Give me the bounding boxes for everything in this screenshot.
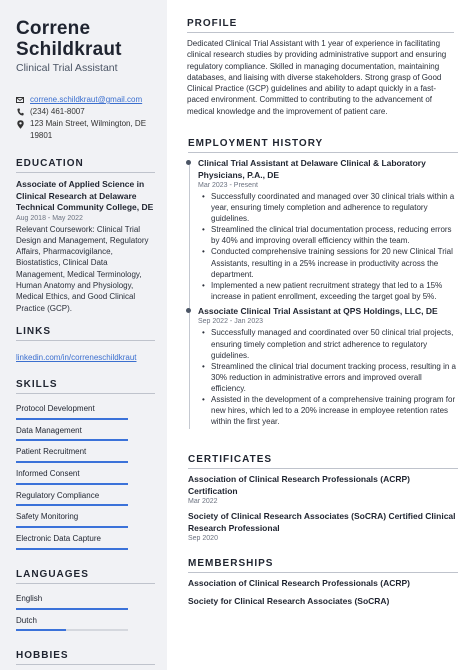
profile-text: Dedicated Clinical Trial Assistant with 1 year of experience in facilitating clinical research studies by providing administrative support and ensuring regulatory compliance. Skilled in managing documentation, maintaining databases, and liaising with diverse stakeholders. Strong grasp of Good Clinical Practice (GCP) guidelines and ability to adapt quickly in a fast-paced environment. Committed to contributing to the advancement of medical knowledge and the improvement of patient care.	[187, 39, 447, 116]
job-bullet: • Implemented a new patient recruitment strategy that led to a 15% increase in patient enrollment, exceeding the target goal by 5%.	[211, 280, 458, 302]
education-section	[16, 158, 155, 314]
job-dates: Mar 2023 - Present	[198, 182, 258, 189]
certificate-name: Society of Clinical Research Associates (SoCRA) Certified Clinical Research Professional	[188, 511, 456, 533]
language-label: English	[16, 594, 43, 603]
email-icon	[16, 95, 24, 105]
location-pin-icon	[16, 119, 24, 129]
job-entry	[198, 306, 458, 427]
language-item	[16, 590, 155, 612]
name-last: Schildkraut	[16, 39, 122, 60]
name-first: Correne	[16, 18, 91, 39]
skill-level-bar	[16, 461, 128, 463]
education-coursework: Relevant Coursework: Clinical Trial Design and Management, Regulatory Affairs, Pharmacovigilance, Biostatistics, Clinical Data Management, Medical Terminology, Human Anatomy and Physiology, Medical Ethics, and Good Clinical Practice (GCP).	[16, 224, 149, 313]
job-bullets	[198, 327, 458, 427]
certificate-name: Association of Clinical Research Professionals (ACRP) Certification	[188, 474, 411, 496]
job-bullet: • Successfully coordinated and managed over 30 clinical trials within a year, ensuring timely completion and adherence to regulatory guidelines.	[211, 191, 458, 224]
language-label: Dutch	[16, 615, 37, 625]
job-bullet: • Streamlined the clinical trial documentation process, reducing errors by 40% and improving overall efficiency within the team.	[211, 224, 458, 246]
phone-text: (234) 461-8007	[30, 107, 85, 116]
hobbies-heading: HOBBIES	[16, 650, 155, 665]
education-dates: Aug 2018 - May 2022	[16, 214, 83, 222]
languages-heading: LANGUAGES	[16, 569, 155, 584]
skill-level-fill	[16, 504, 128, 506]
language-level-bar	[16, 629, 128, 631]
candidate-name	[16, 18, 155, 60]
employment-timeline	[188, 158, 458, 427]
skills-section	[16, 379, 155, 552]
skill-item	[16, 508, 155, 530]
job-bullet: • Streamlined the clinical trial document tracking process, resulting in a 30% reduction in administrative errors and improved overall efficiency.	[211, 361, 458, 394]
skill-level-bar	[16, 483, 128, 485]
skill-level-fill	[16, 418, 128, 420]
languages-section	[16, 569, 155, 633]
memberships-section	[188, 558, 458, 613]
skill-level-fill	[16, 461, 128, 463]
address-text: 123 Main Street, Wilmington, DE 19801	[30, 119, 147, 140]
languages-list	[16, 590, 155, 633]
membership-item: Society for Clinical Research Associates (SoCRA)	[188, 595, 390, 606]
skill-label: Regulatory Compliance	[16, 490, 100, 500]
hobbies-section	[16, 650, 155, 670]
skill-label: Data Management	[16, 425, 82, 435]
language-item	[16, 612, 155, 634]
skill-level-fill	[16, 526, 128, 528]
certificate-date: Mar 2022	[188, 498, 218, 505]
contact-block	[16, 94, 155, 142]
job-title: Clinical Trial Assistant at Delaware Clinical & Laboratory Physicians, P.A., DE	[198, 158, 426, 180]
job-bullet: • Assisted in the development of a comprehensive training program for new hires, which led to a 20% increase in employee retention rates within the first year.	[211, 394, 458, 427]
language-level-bar	[16, 608, 128, 610]
language-level-fill	[16, 608, 128, 610]
education-heading: EDUCATION	[16, 158, 155, 173]
skill-level-bar	[16, 548, 128, 550]
job-bullet: • Successfully managed and coordinated over 50 clinical trial projects, ensuring timely completion and strict adherence to regulatory guidelines.	[211, 327, 458, 360]
employment-heading: EMPLOYMENT HISTORY	[188, 138, 458, 153]
certificates-section	[188, 454, 458, 548]
phone-icon	[16, 107, 24, 117]
linkedin-link[interactable]: linkedin.com/in/correneschildkraut	[16, 353, 137, 362]
links-heading: LINKS	[16, 326, 155, 341]
contact-email-row	[16, 94, 155, 106]
skill-item	[16, 422, 155, 444]
skill-label: Informed Consent	[16, 469, 80, 479]
skill-label: Electronic Data Capture	[16, 534, 101, 544]
job-bullet: • Conducted comprehensive training sessions for 20 new Clinical Trial Assistants, resulting in a 25% increase in productivity across the department.	[211, 246, 458, 279]
skills-list	[16, 400, 155, 552]
skill-label: Protocol Development	[16, 404, 95, 413]
skill-item	[16, 487, 155, 509]
email-link[interactable]: correne.schildkraut@gmail.com	[30, 95, 143, 104]
skill-level-bar	[16, 439, 128, 441]
skill-level-fill	[16, 548, 128, 550]
membership-item: Association of Clinical Research Professionals (ACRP)	[188, 578, 411, 588]
skill-level-bar	[16, 504, 128, 506]
job-dates: Sep 2022 - Jan 2023	[198, 318, 263, 326]
skill-item	[16, 465, 155, 487]
skill-level-fill	[16, 439, 128, 441]
contact-address-row	[16, 118, 155, 142]
employment-section	[188, 138, 458, 431]
timeline-dot	[186, 160, 191, 165]
skill-item	[16, 530, 155, 552]
contact-phone-row	[16, 106, 155, 118]
job-entry	[198, 158, 458, 302]
skill-item	[16, 400, 155, 422]
certificates-heading: CERTIFICATES	[188, 454, 458, 469]
memberships-heading: MEMBERSHIPS	[188, 558, 458, 573]
certificate-date: Sep 2020	[188, 535, 218, 542]
profile-section	[187, 18, 454, 117]
job-title: Associate Clinical Trial Assistant at QPS Holdings, LLC, DE	[198, 305, 438, 316]
language-level-fill	[16, 629, 66, 631]
candidate-title: Clinical Trial Assistant	[16, 62, 118, 74]
skill-level-bar	[16, 418, 128, 420]
timeline-dot	[186, 308, 191, 313]
skill-level-fill	[16, 483, 128, 485]
profile-heading: PROFILE	[187, 18, 454, 33]
job-bullets	[198, 191, 458, 302]
skill-label: Patient Recruitment	[16, 447, 87, 457]
timeline-line	[189, 164, 190, 429]
skill-item	[16, 443, 155, 465]
links-section	[16, 326, 155, 365]
skills-heading: SKILLS	[16, 379, 155, 394]
skill-level-bar	[16, 526, 128, 528]
education-degree: Associate of Applied Science in Clinical Research at Delaware Technical Community College, DE	[16, 179, 154, 212]
skill-label: Safety Monitoring	[16, 512, 79, 522]
